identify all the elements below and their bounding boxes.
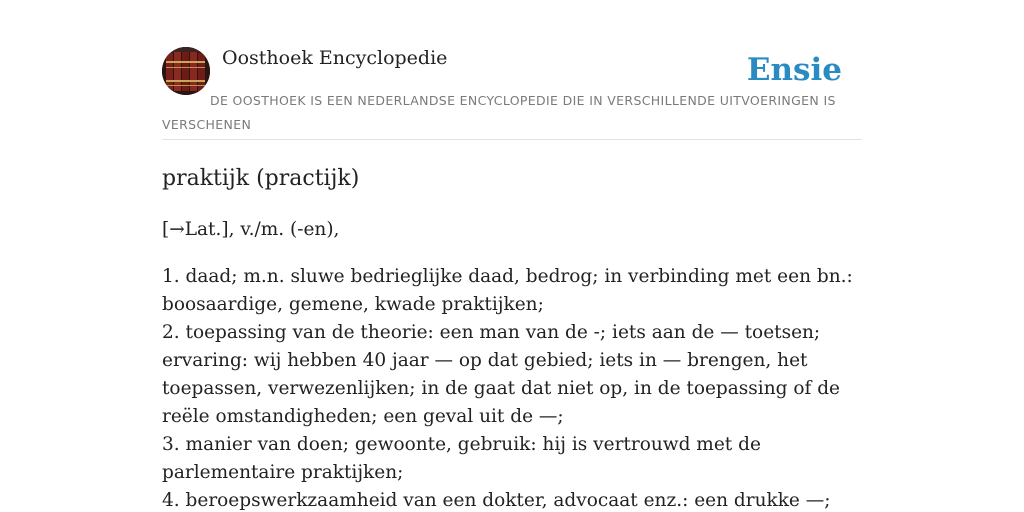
entry-etymology: [→Lat.], v./m. (-en), — [162, 219, 340, 240]
brand-logo[interactable]: Ensie — [746, 52, 842, 88]
site-title[interactable]: Oosthoek Encyclopedie — [222, 47, 448, 69]
encyclopedia-books-icon — [162, 47, 210, 95]
definition-item: 3. manier van doen; gewoonte, gebruik: hij is vertrouwd met de parlementaire praktijken; — [162, 434, 761, 483]
entry-title: praktijk (practijk) — [162, 166, 360, 191]
header-divider — [162, 139, 862, 140]
definition-item: 4. beroepswerkzaamheid van een dokter, advocaat enz.: een drukke —; — [162, 490, 831, 511]
site-tagline: DE OOSTHOEK IS EEN NEDERLANDSE ENCYCLOPEDIE DIE IN VERSCHILLENDE UITVOERINGEN IS VERSCHENEN — [162, 93, 836, 132]
entry-definitions — [162, 263, 862, 512]
definition-item: 1. daad; m.n. sluwe bedrieglijke daad, bedrog; in verbinding met een bn.: boosaardige, gemene, kwade praktijken; — [162, 266, 853, 315]
site-avatar[interactable] — [162, 47, 210, 95]
definition-item: 2. toepassing van de theorie: een man van de -; iets aan de — toetsen; ervaring: wij hebben 40 jaar — op dat gebied; iets in — brengen, het toepassen, verwezenlijken; in de gaat dat niet op, in de toepassing of de reële omstandigheden; een geval uit de —; — [162, 322, 840, 427]
